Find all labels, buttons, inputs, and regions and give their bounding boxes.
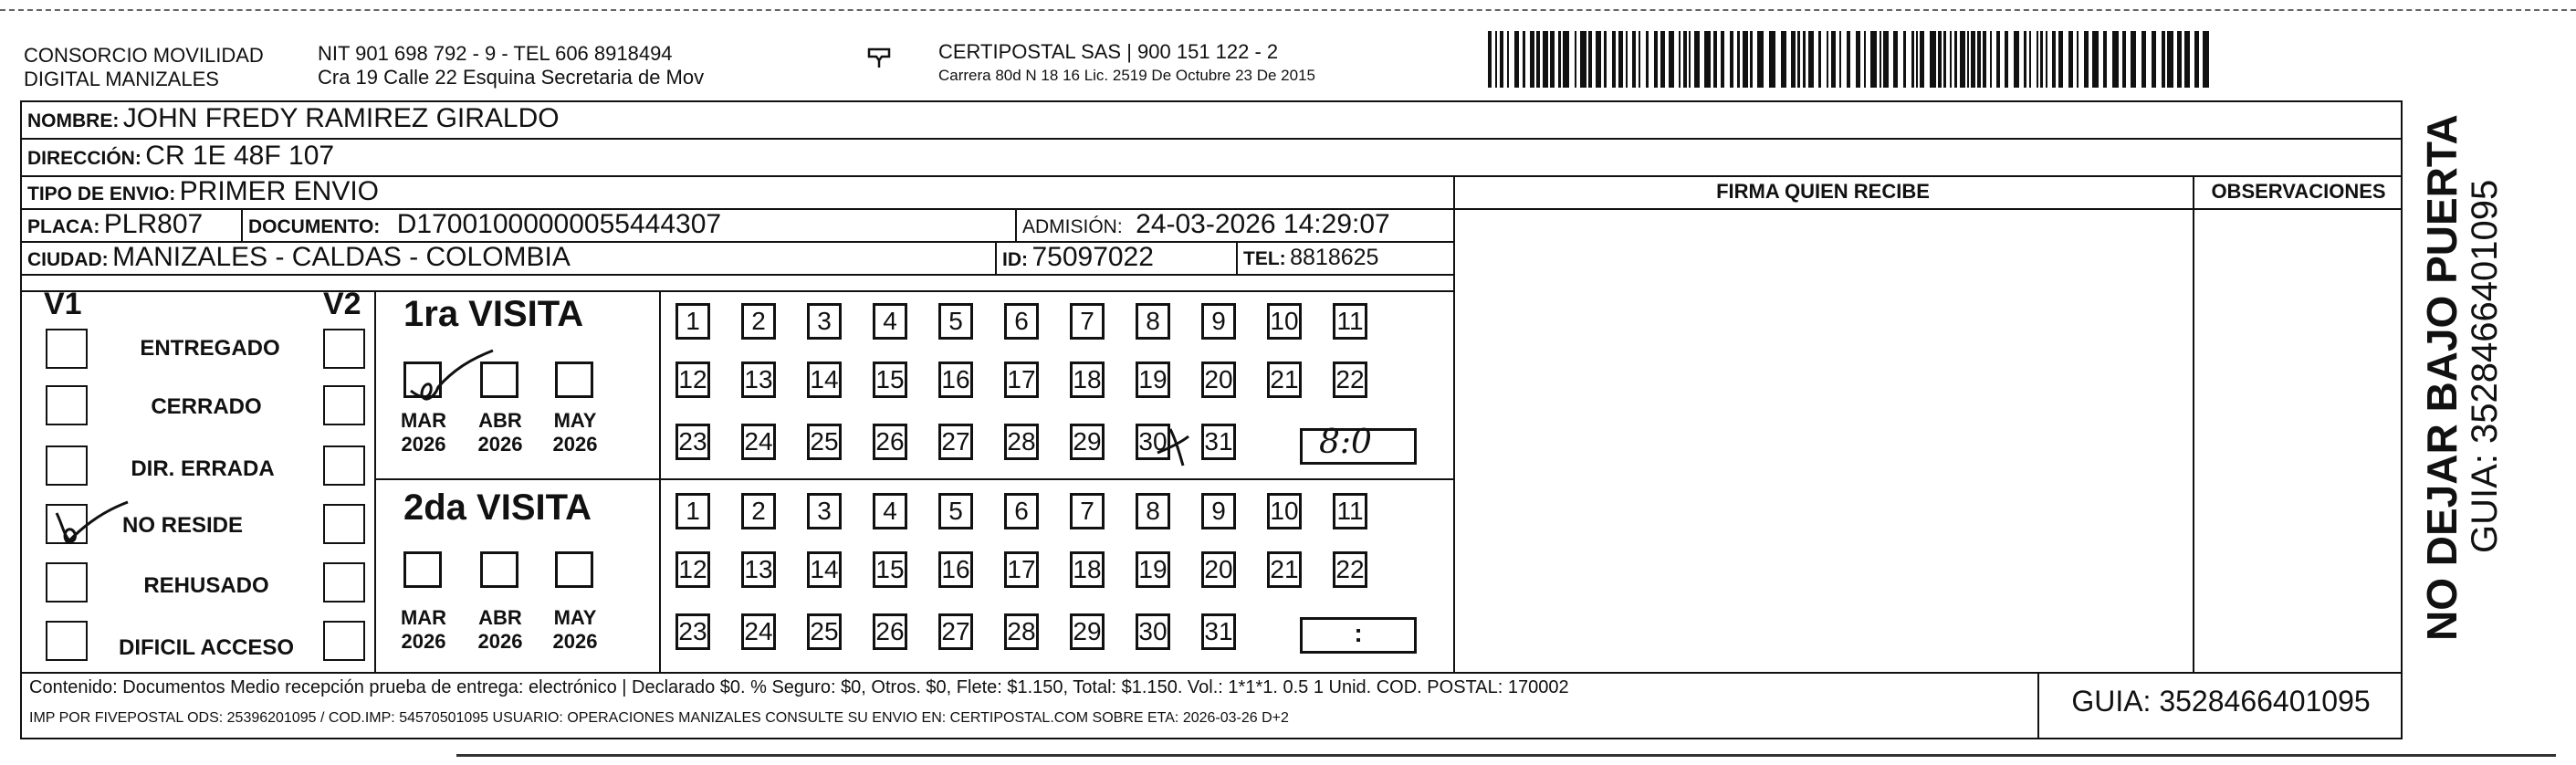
second-visit-day-29[interactable]: 29 — [1070, 613, 1105, 650]
tipo-envio-field — [27, 176, 379, 207]
company-line1: CONSORCIO MOVILIDAD — [24, 44, 264, 67]
barcode-bar — [2092, 31, 2099, 88]
barcode-bar — [1938, 31, 1942, 88]
barcode-bar — [1856, 31, 1860, 88]
barcode-bar — [2024, 31, 2026, 88]
barcode-bar — [1626, 31, 1628, 88]
barcode-bar — [1818, 31, 1821, 88]
barcode-bar — [1880, 31, 1881, 88]
first-visit-day-10[interactable]: 10 — [1267, 303, 1302, 340]
first-visit-day-6[interactable]: 6 — [1004, 303, 1039, 340]
barcode-bar — [1930, 31, 1936, 88]
barcode-bar — [1514, 31, 1519, 88]
v2-cerrado-checkbox[interactable] — [323, 385, 365, 425]
barcode-bar — [1971, 31, 1975, 88]
second-visit-month-mar: MAR 2026 — [400, 606, 447, 653]
placa-field — [27, 209, 203, 240]
documento-value: D17001000000055444307 — [396, 209, 722, 239]
second-visit-month-may-box[interactable] — [555, 551, 593, 588]
direccion-value: CR 1E 48F 107 — [145, 141, 335, 171]
ciudad-label: CIUDAD: — [27, 249, 109, 270]
second-visit-day-26[interactable]: 26 — [873, 613, 907, 650]
first-visit-day-25[interactable]: 25 — [807, 424, 842, 460]
second-visit-day-16[interactable]: 16 — [938, 551, 973, 588]
first-visit-hour-box[interactable] — [1300, 424, 1417, 465]
tipo-envio-value: PRIMER ENVIO — [179, 176, 380, 206]
first-visit-day-3[interactable]: 3 — [807, 303, 842, 340]
barcode-bar — [2162, 31, 2165, 88]
second-visit-hour-box[interactable] — [1300, 617, 1417, 654]
barcode-bar — [1632, 31, 1636, 88]
second-visit-day-31[interactable]: 31 — [1201, 613, 1236, 650]
barcode-bar — [1750, 31, 1753, 88]
courier-logo-icon — [865, 44, 893, 79]
barcode-bar — [1983, 31, 1986, 88]
barcode-bar — [1530, 31, 1534, 88]
barcode-bar — [1639, 31, 1640, 88]
second-visit-day-14[interactable]: 14 — [807, 551, 842, 588]
handwritten-day-mark-icon — [1152, 416, 1210, 471]
nombre-label: NOMBRE: — [27, 110, 120, 131]
second-visit-day-27[interactable]: 27 — [938, 613, 973, 650]
barcode-bar — [1960, 31, 1965, 88]
barcode-bar — [1550, 31, 1555, 88]
nombre-field — [27, 103, 560, 134]
tel-label: TEL: — [1243, 248, 1286, 269]
footer-guia: GUIA: 3528466401095 — [2071, 685, 2371, 718]
first-visit-day-1[interactable]: 1 — [675, 303, 710, 340]
first-visit-day-4[interactable]: 4 — [873, 303, 907, 340]
second-visit-day-30[interactable]: 30 — [1136, 613, 1170, 650]
second-visit-day-17[interactable]: 17 — [1004, 551, 1039, 588]
barcode-bar — [1769, 31, 1775, 88]
barcode-bar — [1839, 31, 1841, 88]
first-visit-day-18[interactable]: 18 — [1070, 362, 1105, 398]
barcode-bar — [1596, 31, 1601, 88]
barcode-bar — [1563, 31, 1569, 88]
barcode-bar — [1977, 31, 1981, 88]
barcode-bar — [1618, 31, 1623, 88]
barcode-bar — [1575, 31, 1576, 88]
barcode-bar — [1967, 31, 1969, 88]
barcode-bar — [1646, 31, 1649, 88]
first-visit-month-may: MAY 2026 — [552, 409, 598, 456]
first-visit-day-12[interactable]: 12 — [675, 362, 710, 398]
barcode-bar — [1737, 31, 1740, 88]
first-visit-day-16[interactable]: 16 — [938, 362, 973, 398]
second-visit-day-13[interactable]: 13 — [741, 551, 776, 588]
ciudad-field — [27, 242, 571, 273]
second-visit-day-20[interactable]: 20 — [1201, 551, 1236, 588]
v2-label: V2 — [323, 287, 361, 321]
second-visit-day-12[interactable]: 12 — [675, 551, 710, 588]
side-guia: GUIA: 3528466401095 — [2465, 179, 2505, 553]
barcode-bar — [1893, 31, 1898, 88]
first-visit-day-29[interactable]: 29 — [1070, 424, 1105, 460]
barcode-bar — [1523, 31, 1525, 88]
v1-entregado-checkbox[interactable] — [46, 329, 88, 369]
barcode-bar — [1495, 31, 1497, 88]
barcode-bar — [2077, 31, 2079, 88]
barcode-bar — [2084, 31, 2089, 88]
v2-entregado-checkbox[interactable] — [323, 329, 365, 369]
id-label: ID: — [1002, 249, 1028, 270]
v1-no-reside-checkbox[interactable] — [46, 504, 88, 544]
first-visit-day-13[interactable]: 13 — [741, 362, 776, 398]
first-visit-day-17[interactable]: 17 — [1004, 362, 1039, 398]
second-visit-day-28[interactable]: 28 — [1004, 613, 1039, 650]
second-visit-title: 2da VISITA — [403, 487, 592, 528]
first-visit-day-5[interactable]: 5 — [938, 303, 973, 340]
barcode-bar — [2177, 31, 2182, 88]
id-field — [1002, 242, 1154, 273]
bottom-edge — [456, 754, 2556, 757]
barcode-bar — [1903, 31, 1906, 88]
barcode-bar — [1920, 31, 1924, 88]
second-visit-day-21[interactable]: 21 — [1267, 551, 1302, 588]
first-visit-day-14[interactable]: 14 — [807, 362, 842, 398]
courier-line2: Carrera 80d N 18 16 Lic. 2519 De Octubre 23 De 2015 — [938, 67, 1315, 84]
barcode-bar — [1536, 31, 1540, 88]
first-visit-day-31[interactable]: 31 — [1201, 424, 1236, 460]
barcode-bar — [2040, 31, 2043, 88]
first-visit-day-8[interactable]: 8 — [1136, 303, 1170, 340]
second-visit-day-2[interactable]: 2 — [741, 493, 776, 529]
ciudad-value: MANIZALES - CALDAS - COLOMBIA — [112, 242, 571, 272]
status-rehusado-label: REHUSADO — [143, 573, 269, 598]
barcode-bar — [2014, 31, 2019, 88]
admision-value: 24-03-2026 14:29:07 — [1136, 209, 1390, 239]
first-visit-day-9[interactable]: 9 — [1201, 303, 1236, 340]
first-visit-month-may-box[interactable] — [555, 362, 593, 398]
first-visit-title: 1ra VISITA — [403, 294, 584, 334]
first-visit-day-22[interactable]: 22 — [1333, 362, 1367, 398]
barcode-bar — [2103, 31, 2107, 88]
first-visit-day-26[interactable]: 26 — [873, 424, 907, 460]
barcode-bar — [1797, 31, 1800, 88]
second-visit-month-mar-box[interactable] — [403, 551, 442, 588]
first-visit-day-7[interactable]: 7 — [1070, 303, 1105, 340]
admision-field — [1022, 209, 1390, 240]
first-visit-day-30[interactable]: 30 — [1136, 424, 1170, 460]
barcode-bar — [2029, 31, 2031, 88]
v2-rehusado-checkbox[interactable] — [323, 562, 365, 603]
barcode-bar — [2005, 31, 2008, 88]
second-visit-day-1[interactable]: 1 — [675, 493, 710, 529]
barcode-bar — [2037, 31, 2038, 88]
second-visit-day-11[interactable]: 11 — [1333, 493, 1367, 529]
barcode-bar — [2141, 31, 2146, 88]
v2-no-reside-checkbox[interactable] — [323, 504, 365, 544]
barcode-bar — [2167, 31, 2173, 88]
barcode-bar — [1604, 31, 1607, 88]
barcode-bar — [2131, 31, 2136, 88]
documento-field — [248, 209, 721, 240]
observaciones-header: OBSERVACIONES — [2211, 180, 2386, 203]
top-edge — [0, 9, 2576, 11]
barcode-bar — [1743, 31, 1748, 88]
direccion-label: DIRECCIÓN: — [27, 148, 141, 169]
barcode-bar — [1588, 31, 1592, 88]
barcode-bar — [2046, 31, 2047, 88]
barcode-bar — [1791, 31, 1796, 88]
barcode-bar — [1704, 31, 1711, 88]
second-visit-day-10[interactable]: 10 — [1267, 493, 1302, 529]
barcode-bar — [2152, 31, 2156, 88]
status-no-reside-label: NO RESIDE — [121, 513, 244, 538]
tel-field — [1243, 245, 1378, 271]
barcode-bar — [1612, 31, 1616, 88]
first-visit-day-15[interactable]: 15 — [873, 362, 907, 398]
second-visit-day-24[interactable]: 24 — [741, 613, 776, 650]
first-visit-day-27[interactable]: 27 — [938, 424, 973, 460]
second-visit-month-abr: ABR 2026 — [477, 606, 523, 653]
barcode-bar — [1488, 31, 1492, 88]
barcode-bar — [1827, 31, 1828, 88]
v2-dificil-acceso-checkbox[interactable] — [323, 621, 365, 661]
barcode-bar — [2058, 31, 2063, 88]
courier-line1: CERTIPOSTAL SAS | 900 151 122 - 2 — [938, 40, 1279, 63]
first-visit-day-2[interactable]: 2 — [741, 303, 776, 340]
first-visit-day-19[interactable]: 19 — [1136, 362, 1170, 398]
barcode-bar — [1808, 31, 1814, 88]
barcode-bar — [1757, 31, 1764, 88]
barcode-bar — [1654, 31, 1658, 88]
barcode-bar — [1781, 31, 1786, 88]
second-visit-day-19[interactable]: 19 — [1136, 551, 1170, 588]
barcode-bar — [2112, 31, 2119, 88]
status-dificil-acceso-label: DIFICIL ACCESO — [118, 635, 294, 660]
first-visit-day-20[interactable]: 20 — [1201, 362, 1236, 398]
barcode-bar — [1669, 31, 1674, 88]
barcode-bar — [1580, 31, 1586, 88]
barcode-bar — [1864, 31, 1866, 88]
footer-imp-line: IMP POR FIVEPOSTAL ODS: 25396201095 / COD.IMP: 54570501095 USUARIO: OPERACIONES MANIZALES CONSULTE SU ENVIO EN: CERTIPOSTAL.COM SOBRE ETA: 2026-03-26 D+2 — [29, 710, 1289, 726]
id-value: 75097022 — [1031, 242, 1154, 272]
first-visit-month-abr: ABR 2026 — [477, 409, 523, 456]
second-visit-day-7[interactable]: 7 — [1070, 493, 1105, 529]
barcode-bar — [1660, 31, 1665, 88]
barcode-bar — [1870, 31, 1877, 88]
company-name — [24, 44, 264, 91]
barcode-bar — [2052, 31, 2056, 88]
second-visit-day-5[interactable]: 5 — [938, 493, 973, 529]
second-visit-month-may: MAY 2026 — [552, 606, 598, 653]
direccion-field — [27, 141, 334, 172]
address-line: Cra 19 Calle 22 Esquina Secretaria de Mov — [318, 66, 705, 89]
barcode — [1488, 31, 2218, 89]
barcode-bar — [1683, 31, 1687, 88]
barcode-bar — [1990, 31, 1992, 88]
barcode-bar — [1916, 31, 1918, 88]
barcode-bar — [1679, 31, 1681, 88]
barcode-bar — [1831, 31, 1836, 88]
barcode-bar — [1950, 31, 1952, 88]
first-visit-day-23[interactable]: 23 — [675, 424, 710, 460]
barcode-bar — [1883, 31, 1889, 88]
barcode-bar — [2184, 31, 2190, 88]
v1-label: V1 — [44, 287, 82, 321]
barcode-bar — [2068, 31, 2073, 88]
firma-header: FIRMA QUIEN RECIBE — [1716, 180, 1930, 203]
v1-rehusado-checkbox[interactable] — [46, 562, 88, 603]
company-contact — [318, 42, 704, 89]
v1-cerrado-checkbox[interactable] — [46, 385, 88, 425]
status-cerrado-label: CERRADO — [151, 394, 262, 419]
second-visit-day-15[interactable]: 15 — [873, 551, 907, 588]
status-dir-errada-label: DIR. ERRADA — [131, 456, 275, 481]
second-visit-month-abr-box[interactable] — [480, 551, 518, 588]
barcode-bar — [1543, 31, 1548, 88]
courier-info — [938, 40, 1315, 88]
barcode-bar — [2122, 31, 2126, 88]
second-visit-day-18[interactable]: 18 — [1070, 551, 1105, 588]
first-visit-day-28[interactable]: 28 — [1004, 424, 1039, 460]
barcode-bar — [1954, 31, 1957, 88]
barcode-bar — [1558, 31, 1561, 88]
barcode-bar — [2194, 31, 2199, 88]
barcode-bar — [1507, 31, 1509, 88]
barcode-bar — [1803, 31, 1806, 88]
handwritten-month-mark-icon — [402, 343, 502, 416]
second-visit-day-4[interactable]: 4 — [873, 493, 907, 529]
company-line2: DIGITAL MANIZALES — [24, 68, 219, 90]
documento-label: DOCUMENTO: — [248, 216, 381, 237]
barcode-bar — [1730, 31, 1733, 88]
barcode-bar — [1847, 31, 1850, 88]
v1-dificil-acceso-checkbox[interactable] — [46, 621, 88, 661]
nit-line: NIT 901 698 792 - 9 - TEL 606 8918494 — [318, 42, 673, 65]
second-visit-day-25[interactable]: 25 — [807, 613, 842, 650]
first-visit-day-11[interactable]: 11 — [1333, 303, 1367, 340]
barcode-bar — [1713, 31, 1717, 88]
first-visit-month-mar: MAR 2026 — [400, 409, 447, 456]
side-warning: NO DEJAR BAJO PUERTA — [2418, 114, 2466, 641]
barcode-bar — [1721, 31, 1724, 88]
first-visit-day-24[interactable]: 24 — [741, 424, 776, 460]
second-visit-day-3[interactable]: 3 — [807, 493, 842, 529]
status-entregado-label: ENTREGADO — [140, 336, 280, 361]
barcode-bar — [1500, 31, 1503, 88]
second-visit-day-22[interactable]: 22 — [1333, 551, 1367, 588]
barcode-bar — [1996, 31, 2000, 88]
barcode-bar — [1943, 31, 1946, 88]
v1-dir-errada-checkbox[interactable] — [46, 445, 88, 486]
second-visit-day-9[interactable]: 9 — [1201, 493, 1236, 529]
tel-value: 8818625 — [1290, 245, 1379, 270]
first-visit-day-21[interactable]: 21 — [1267, 362, 1302, 398]
admision-label: ADMISIÓN: — [1022, 216, 1123, 237]
nombre-value: JOHN FREDY RAMIREZ GIRALDO — [122, 103, 560, 133]
second-visit-day-8[interactable]: 8 — [1136, 493, 1170, 529]
barcode-bar — [2203, 31, 2209, 88]
placa-label: PLACA: — [27, 216, 100, 237]
footer-contenido: Contenido: Documentos Medio recepción prueba de entrega: electrónico | Declarado $0. % Seguro: $0, Otros. $0, Flete: $1.150, Total: $1.150. Vol.: 1*1*1. 0.5 1 Unid. COD. POSTAL: 170002 — [29, 677, 1569, 697]
barcode-bar — [1689, 31, 1691, 88]
first-visit-hour-value: 8:0 — [1319, 424, 1372, 461]
placa-value: PLR807 — [103, 209, 204, 239]
v2-dir-errada-checkbox[interactable] — [323, 445, 365, 486]
barcode-bar — [1694, 31, 1700, 88]
tipo-envio-label: TIPO DE ENVIO: — [27, 183, 176, 204]
second-visit-day-23[interactable]: 23 — [675, 613, 710, 650]
barcode-bar — [1911, 31, 1914, 88]
second-visit-day-6[interactable]: 6 — [1004, 493, 1039, 529]
second-visit-hour-placeholder: : — [1354, 619, 1363, 647]
